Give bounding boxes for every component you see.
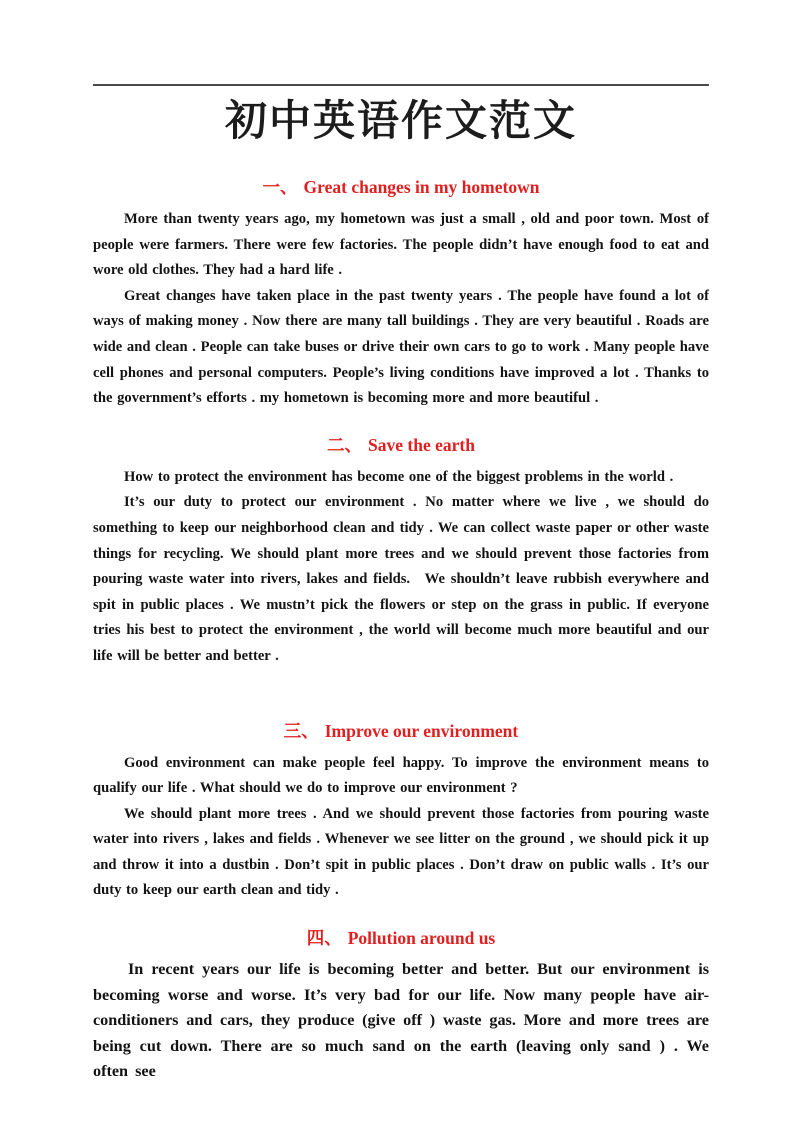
paragraph: How to protect the environment has become one of the biggest problems in the world . (124, 468, 674, 485)
paragraph: More than twenty years ago, my hometown was just a small , old and poor town. Most of people were farmers. There were few factories. The people didn’t have enough food to eat and wore old clothes. They had a hard life . (93, 211, 709, 279)
section-number: 四、 (306, 928, 342, 949)
section-number: 二、 (327, 434, 363, 455)
section-save-the-earth (93, 434, 709, 670)
header-rule (93, 84, 709, 86)
section-title: Improve our environment (324, 720, 519, 741)
section-pollution-around-us (93, 927, 709, 1085)
document-content (0, 84, 800, 1085)
section-title: Great changes in my hometown (303, 177, 540, 197)
paragraph: We should plant more trees . And we should prevent those factories from pouring waste water into rivers , lakes and fields . Whenever we see litter on the ground , we should pick it up and throw it into a dustbin . Don’t spit in public places . Don’t draw on public walls . It’s our duty to keep our earth clean and tidy . (93, 805, 709, 899)
section-number: 一、 (262, 177, 298, 197)
paragraph: In recent years our life is becoming better and better. But our environment is becoming worse and worse. It’s very bad for our life. Now many people have air-conditioners and cars, they produce (give off ) waste gas. More and more trees are being cut down. There are so much sand on the earth (leaving only sand ) . We often see (93, 960, 709, 1081)
section-great-changes (93, 176, 709, 412)
section-title: Save the earth (368, 434, 475, 455)
paragraph: Good environment can make people feel happy. To improve the environment means to qualify our life . What should we do to improve our environment ? (93, 754, 709, 797)
section-title: Pollution around us (347, 928, 496, 949)
section-number: 三、 (283, 720, 319, 741)
section-heading (93, 176, 709, 198)
section-improve-environment (93, 720, 709, 905)
section-heading (93, 720, 709, 742)
page-title: 初中英语作文范文 (224, 96, 577, 145)
section-heading (93, 927, 709, 949)
paragraph: It’s our duty to protect our environment . No matter where we live , we should do something to keep our neighborhood clean and tidy . We can collect waste paper or other waste things for recycling. We should plant more trees and we should prevent those factories from pouring waste water into rivers, lakes and fields. We shouldn’t leave rubbish everywhere and spit in public places . We mustn’t pick the flowers or step on the grass in public. If everyone tries his best to protect the environment , the world will become much more beautiful and our life will be better and better . (93, 494, 709, 664)
section-heading (93, 434, 709, 456)
paragraph: Great changes have taken place in the past twenty years . The people have found a lot of ways of making money . Now there are many tall buildings . They are very beautiful . Roads are wide and clean . People can take buses or drive their own cars to go to work . Many people have cell phones and personal computers. People’s living conditions have improved a lot . Thanks to the government’s efforts . my hometown is becoming more and more beautiful . (93, 287, 709, 407)
